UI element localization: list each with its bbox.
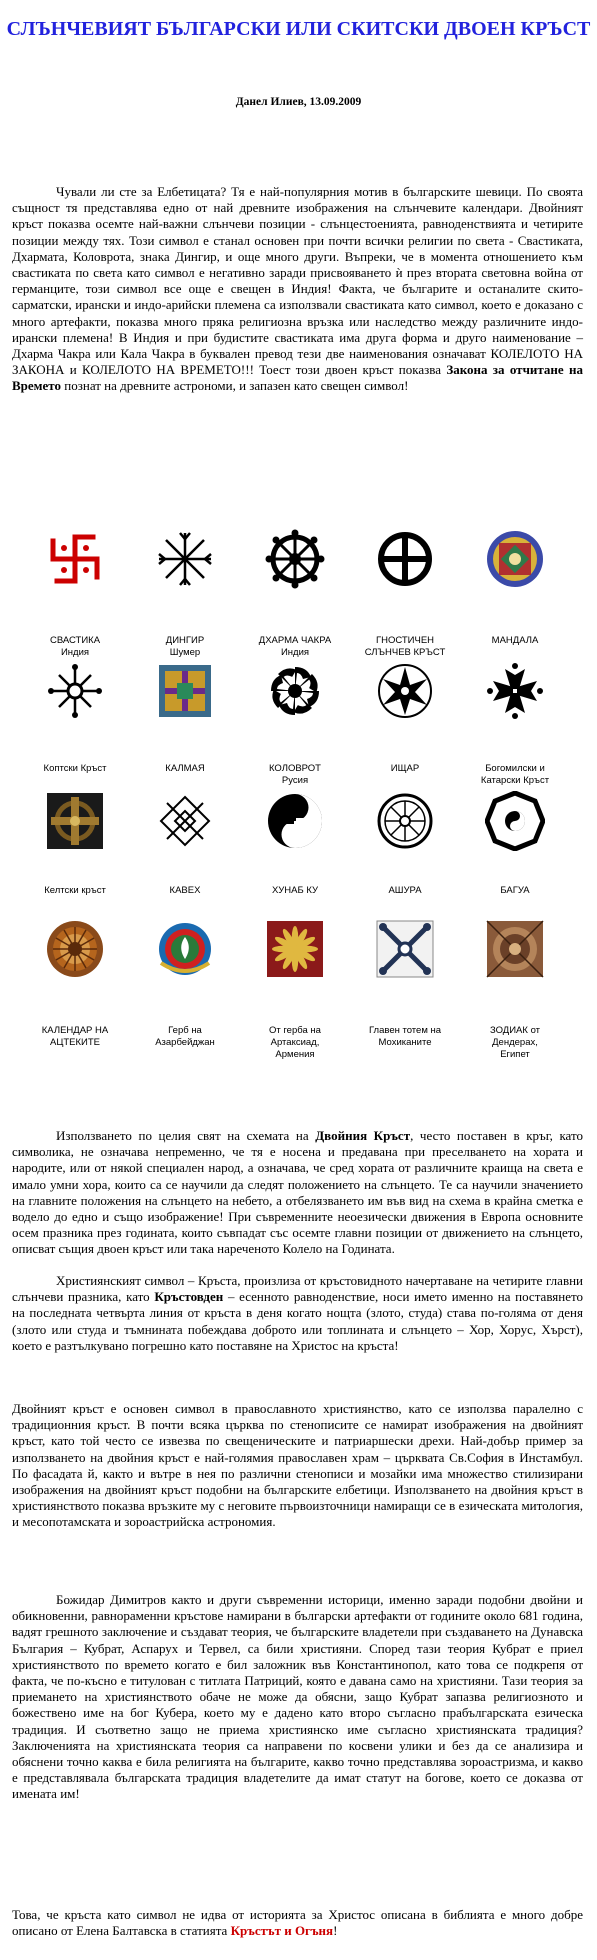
symbol-caption: Главен тотем на Мохиканите [368, 1025, 442, 1048]
hunab-ku-icon [265, 791, 325, 851]
dendera-zodiac-icon [485, 919, 545, 979]
article-link[interactable]: Кръстът и Огъня [230, 1923, 334, 1939]
intro-text-end: познат на древните астрономи, и запазен като свещен символ! [61, 378, 409, 394]
coptic-cross-icon [45, 661, 105, 721]
dharma-chakra-icon [265, 529, 325, 589]
intro-text: Чували ли сте за Елбетицата? Тя е най-популярния мотив в българските шевици. По своята същност тя представлява едно от най древните изображения на слънчевите календари. Двойният кръст показва осемте най-важни слънчеви позиции - слънцестоенията, равноденствията и четирите позиции между тях. Този символ е станал основен при почти всички религии по света - Свастиката, Дхармата, Коловрота, знака Дингир, и още много други. Въпреки, че в момента отношението към свастиката по света като символ е негативно заради присвояването ѝ през втората световна война от германците, този символ все още е свещен в Индия! Факта, че българите и останалите скито-сарматски, ирански и индо-арийски племена са използвали свастиката като символ, което е доказано с много артефакти, показва много пряка религиозна връзка или наследство между различните индо-ирански племена! В Индия и при будистите свастиката има друга форма и друго наименование – Дхарма Чакра или Кала Чакра в буквален превод тези две наименования означават КОЛЕЛОТО НА ЗАКОНА и КОЛЕЛОТО НА ВРЕМЕТО!!! Тоест този двоен кръст показва [12, 184, 583, 378]
p5-text: Това, че кръста като символ не идва от историята за Христос описана в библията е много добре описано от Елена Балтавска в статията [12, 1907, 583, 1939]
symbol-caption: От герба на Артаксиад, Армения [269, 1025, 321, 1060]
symbol-caption: ИЩАР [390, 763, 420, 774]
aztec-calendar-icon [45, 919, 105, 979]
body-paragraph-3: Двойният кръст е основен символ в православното християнство, като се използва паралелно с традиционния кръст. В почти всяка църква по стенописите се намират изображения на двойният кръст, като той често се извезва по свещеническите и патриаршески дрехи. Най-добър пример за използването на двойния кръст е най-голямия православен храм – църквата Св.София в Инстамбул. По фасадата й, както и вътре в нея по различни стенописи и мозайки има множество стилизирани изображения на двойният кръст подобни на българските елбетици. Използването на двойния кръст в християнството показва връзките му с неговите първоизточници намиращи се в езическата митология, и месопотамската и зороастрийска астрономия. [12, 1401, 583, 1530]
p2-bold: Кръстовден [154, 1289, 224, 1305]
author-date: Данел Илиев, 13.09.2009 [235, 96, 362, 108]
symbol-caption: КАВЕХ [169, 885, 201, 896]
intro-bold: Закона за отчитане на Времето [12, 362, 583, 394]
body-paragraph-5 [12, 1907, 583, 1939]
mandala-icon [485, 529, 545, 589]
kolovrat-icon [265, 661, 325, 721]
symbol-caption: ХУНАБ КУ [271, 885, 319, 896]
dingir-icon [155, 529, 215, 589]
kalmaya-icon [155, 661, 215, 721]
cathar-cross-icon [485, 661, 545, 721]
celtic-cross-icon [45, 791, 105, 851]
symbol-caption: КОЛОВРОТ Русия [269, 763, 321, 786]
mohican-totem-icon [375, 919, 435, 979]
body-paragraph-2 [12, 1273, 583, 1354]
symbol-caption: Герб на Азарбейджан [155, 1025, 215, 1048]
p1-text-end: , често поставен в кръг, като символика, не означава непременно, че тя е носена и предавана при преселването на хората и народите, или от някой специален народ, а означава, че сред хората от различните краища на света е имало умни хора, които са се научили да следят положението на слънцето. Те са научили значението на главните положения на слънцето на небето, а отбелязването им във вид на схема в крайна сметка е водело до едно и също изображение! При съвременните неоезически движения в Европа основните осем празника през годината, които съвпадат със осемте главни позиции от движението на слънцето, описват същия двоен кръст или така нареченото Колело на Годината. [12, 1128, 584, 1257]
symbol-caption: ДХАРМА ЧАКРА Индия [258, 635, 332, 658]
bagua-icon [485, 791, 545, 851]
page-title: СЛЪНЧЕВИЯТ БЪЛГАРСКИ ИЛИ СКИТСКИ ДВОЕН КРЪСТ [6, 18, 591, 40]
p1-bold: Двойния Кръст [315, 1128, 411, 1143]
intro-paragraph [12, 184, 583, 395]
symbol-caption: Богомилски и Катарски Кръст [480, 763, 550, 786]
symbol-caption: СВАСТИКА Индия [49, 635, 101, 658]
body-paragraph-1 [12, 1128, 583, 1258]
ishtar-star-icon [375, 661, 435, 721]
symbol-caption: БАГУА [500, 885, 530, 896]
symbol-caption: АШУРА [388, 885, 422, 896]
symbol-caption: КАЛМАЯ [165, 763, 205, 774]
azerbaijan-emblem-icon [155, 919, 215, 979]
symbol-caption: Коптски Кръст [43, 763, 107, 774]
sun-cross-icon [375, 529, 435, 589]
ashura-icon [375, 791, 435, 851]
artaxiad-emblem-icon [265, 919, 325, 979]
symbol-caption: КАЛЕНДАР НА АЦТЕКИТЕ [41, 1025, 109, 1048]
kaveh-icon [155, 791, 215, 851]
symbol-caption: МАНДАЛА [491, 635, 539, 646]
p5-text-end: ! [333, 1923, 338, 1939]
symbol-caption: ГНОСТИЧЕН СЛЪНЧЕВ КРЪСТ [364, 635, 446, 658]
p2-text: Християнският символ – Кръста, произлиза от кръстовидното начертаване на четирите главни слънчеви празника, като [12, 1273, 583, 1305]
body-paragraph-4: Божидар Димитров както и други съвременни историци, именно заради подобни двойни и обикновенни, равнораменни кръстове намирани в български артефакти от годините около 681 година, вадят грешното заключение и създават теория, че българските владетели при създаването на Дунавска България – Кубрат, Аспарух и Тервел, са били християни. Според тази теория Кубрат е приел християнството по времето когато е бил заложник във Константинопол, като това се подкрепя от факта, че по-късно е титулован с титлата Патриций, която е давана само на християни. Тази теория за приемането на християнството обаче не може да обясни, защо Кубрат запазва религиозното и божествено име на бог Кубера, което му е дадено като второ съгласно прабългарската езическа традиция. И съответно защо не приема християнско име съгласно християнската традиция? Заключенията на християнската теория са направени по косвени улики и без да се анализира и обяснени точно каква е била религията на българите, какво точно представлява зороастризма, и какво е представлявала българската традиция владетелите да имат статут на богове, което се доказва от имената им! [12, 1592, 583, 1802]
p2-text-end: – есенното равноденствие, носи името именно на поставянето на последната четвърта линия от кръста в деня когато нощта (злото, студа) става по-голяма от деня (злото или студа и тъмнината побеждава доброто или топлината и слънцето – Хор, Хорус, Хърст), което е разтълкувано погрешно като поставяне на Христос на кръста! [12, 1289, 583, 1353]
symbol-caption: ДИНГИР Шумер [165, 635, 205, 658]
symbol-caption: ЗОДИАК от Дендерах, Египет [489, 1025, 540, 1060]
p1-text: Използването по целия свят на схемата на [56, 1128, 316, 1143]
symbol-caption: Келтски кръст [44, 885, 106, 896]
swastika-icon [45, 529, 105, 589]
